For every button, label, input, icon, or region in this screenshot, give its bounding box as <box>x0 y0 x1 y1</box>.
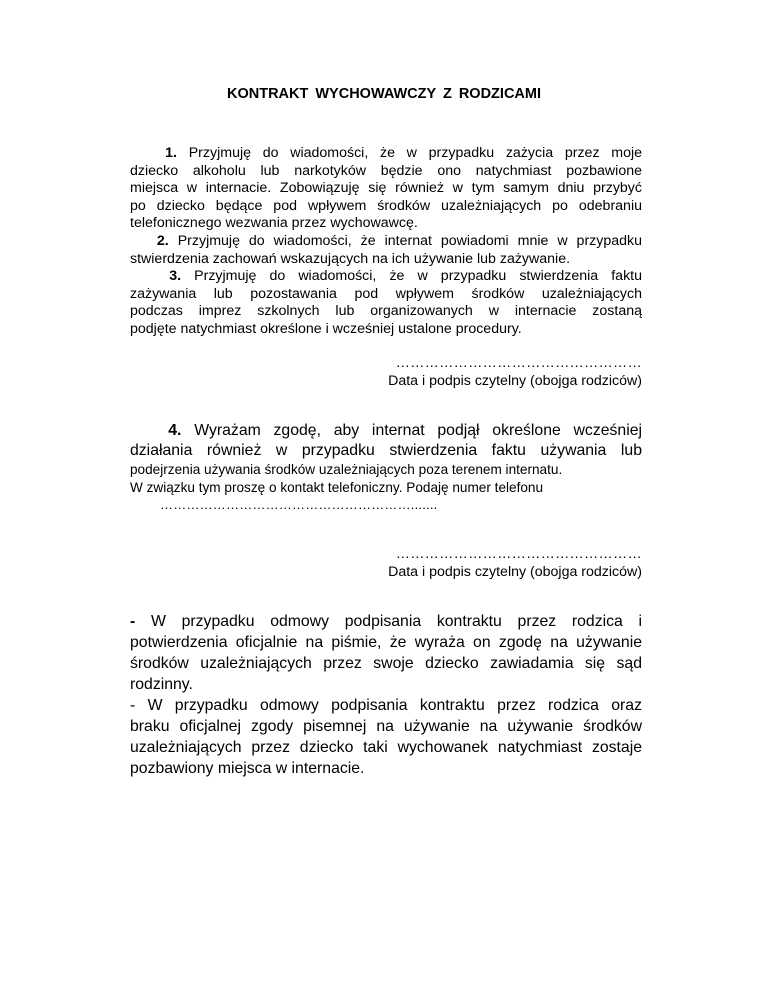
section-refusal-notes <box>130 611 642 779</box>
point-1-line: po dziecko będące pod wpływem środków uzależniających po odebraniu <box>130 197 642 214</box>
phone-number-field: …………………………………………………....... <box>160 497 438 512</box>
point-2-line: stwierdzenia zachowań wskazujących na ich używanie lub zażywanie. <box>130 250 571 267</box>
point-3-line: podjęte natychmiast określone i wcześniej ustalone procedury. <box>130 320 522 337</box>
document-title: KONTRAKT WYCHOWAWCZY Z RODZICAMI <box>226 86 541 102</box>
point-4-line: 4. Wyrażam zgodę, aby internat podjął określone wcześniej <box>168 422 643 439</box>
signature-line: …………………………………………… <box>395 355 642 371</box>
note-a-dash: - <box>130 613 136 630</box>
point-2-line: 2. Przyjmuję do wiadomości, że internat powiadomi mnie w przypadku <box>156 232 643 249</box>
signature-block-2 <box>300 546 642 580</box>
note-a-line: rodzinny. <box>130 676 193 693</box>
signature-label: Data i podpis czytelny (obojga rodziców) <box>388 373 642 389</box>
note-b-line: uzależniających przez dziecko taki wychowanek natychmiast zostaje <box>130 739 642 756</box>
point-4-line: działania również w przypadku stwierdzenia faktu używania lub <box>130 442 642 459</box>
point-3-line: podczas imprez szkolnych lub organizowanych w internacie zostaną <box>130 303 642 320</box>
point-3-number: 3. <box>169 268 182 285</box>
point-1-line: miejsca w internacie. Zobowiązuję się również w tym samym dniu przybyć <box>130 180 642 197</box>
signature-line: …………………………………………… <box>395 546 642 562</box>
note-b-line: pozbawiony miejsca w internacie. <box>130 760 365 777</box>
section-consent-points <box>130 145 642 339</box>
note-a-line: potwierdzenia oficjalnie na piśmie, że wyraża on zgodę na używanie <box>130 634 642 651</box>
point-3-line: zażywania lub pozostawania pod wpływem środków uzależniających <box>130 285 642 302</box>
point-1-line: dziecko alkoholu lub narkotyków będzie ono natychmiast pozbawione <box>130 162 642 179</box>
point-1-line: telefonicznego wezwania przez wychowawcę. <box>130 215 418 232</box>
point-3-line: 3. Przyjmuję do wiadomości, że w przypadku stwierdzenia faktu <box>169 268 643 285</box>
point-1-number: 1. <box>165 145 177 161</box>
point-4-number: 4. <box>168 422 182 439</box>
point-4-line: podejrzenia używania środków uzależniających poza terenem internatu. <box>130 462 563 477</box>
note-a-line: środków uzależniających przez swoje dziecko zawiadamia się sąd <box>130 655 642 672</box>
signature-label: Data i podpis czytelny (obojga rodziców) <box>388 564 642 580</box>
section-point-4 <box>130 421 642 497</box>
note-b-line: braku oficjalnej zgody pisemnej na używanie na używanie środków <box>130 718 642 735</box>
point-2-number: 2. <box>156 232 169 249</box>
note-b-line: - W przypadku odmowy podpisania kontraktu przez rodzica oraz <box>130 697 642 714</box>
point-4-line: W związku tym proszę o kontakt telefoniczny. Podaję numer telefonu <box>130 480 544 495</box>
point-1-line: 1. Przyjmuję do wiadomości, że w przypadku zażycia przez moje <box>165 145 642 161</box>
signature-block-1 <box>300 355 642 389</box>
note-a-line: - W przypadku odmowy podpisania kontraktu przez rodzica i <box>130 613 643 630</box>
